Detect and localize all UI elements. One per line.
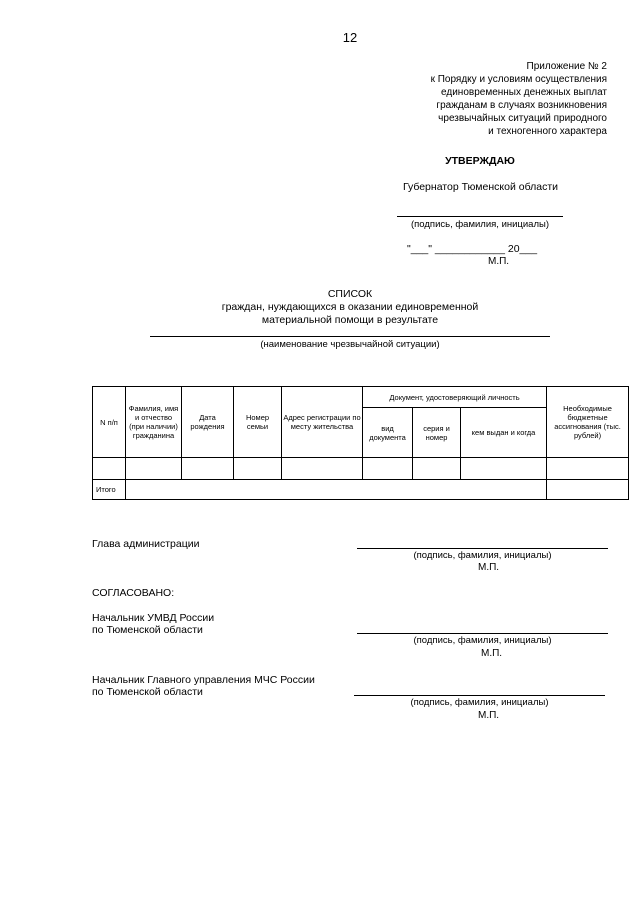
umvd-title-line1: Начальник УМВД России [92,612,215,624]
appendix-line: и техногенного характера [488,126,607,137]
approval-date-line: "___" ____________ 20___ [407,243,538,255]
header-document-group: Документ, удостоверяющий личность [363,387,547,408]
approval-stamp: М.П. [488,256,510,267]
approval-signature-line [397,216,563,217]
total-row [93,480,629,500]
header-address: Адрес регистрации по месту жительства [282,387,363,458]
umvd-stamp: М.П. [481,648,503,659]
header-document-series: серия и номер [413,408,461,458]
approval-signature-caption: (подпись, фамилия, инициалы) [411,219,549,230]
mchs-title-line2: по Тюменской области [92,686,203,698]
head-admin-label: Глава администрации [92,538,200,550]
approval-position: Губернатор Тюменской области [402,181,559,193]
mchs-signature-caption: (подпись, фамилия, инициалы) [410,697,549,708]
header-document-type: вид документа [363,408,413,458]
total-label: Итого [93,480,126,500]
emergency-name-line [150,336,550,337]
header-birth-date: Дата рождения [182,387,234,458]
header-num: N п/п [93,387,126,458]
title-line-2: граждан, нуждающихся в оказании единовременной [221,301,479,313]
umvd-signature-caption: (подпись, фамилия, инициалы) [413,635,552,646]
head-admin-stamp: М.П. [478,562,500,573]
appendix-line: к Порядку и условиям осуществления [430,74,607,85]
title-line-3: материальной помощи в результате [261,314,439,326]
umvd-signature-line [357,633,608,634]
header-funds: Необходимые бюджетные ассигнования (тыс. рублей) [547,387,629,458]
header-document-issued: кем выдан и когда [461,408,547,458]
head-admin-signature-caption: (подпись, фамилия, инициалы) [413,550,552,561]
document-title: СПИСОК [327,288,373,300]
emergency-caption: (наименование чрезвычайной ситуации) [260,339,440,350]
table-row [93,458,629,480]
appendix-line: гражданам в случаях возникновения [436,100,607,111]
appendix-line: чрезвычайных ситуаций природного [438,113,607,124]
mchs-stamp: М.П. [478,710,500,721]
header-fio: Фамилия, имя и отчество (при наличии) гражданина [126,387,182,458]
mchs-title-line1: Начальник Главного управления МЧС России [92,674,315,686]
head-admin-signature-line [357,548,608,549]
appendix-line: единовременных денежных выплат [441,87,607,98]
citizens-table [92,386,629,500]
mchs-signature-line [354,695,605,696]
page-number: 12 [342,30,358,45]
umvd-title-line2: по Тюменской области [92,624,203,636]
header-family-number: Номер семьи [234,387,282,458]
appendix-block [360,60,607,138]
appendix-line: Приложение № 2 [526,61,607,72]
approval-heading: УТВЕРЖДАЮ [445,155,515,167]
agreed-heading: СОГЛАСОВАНО: [92,587,175,599]
